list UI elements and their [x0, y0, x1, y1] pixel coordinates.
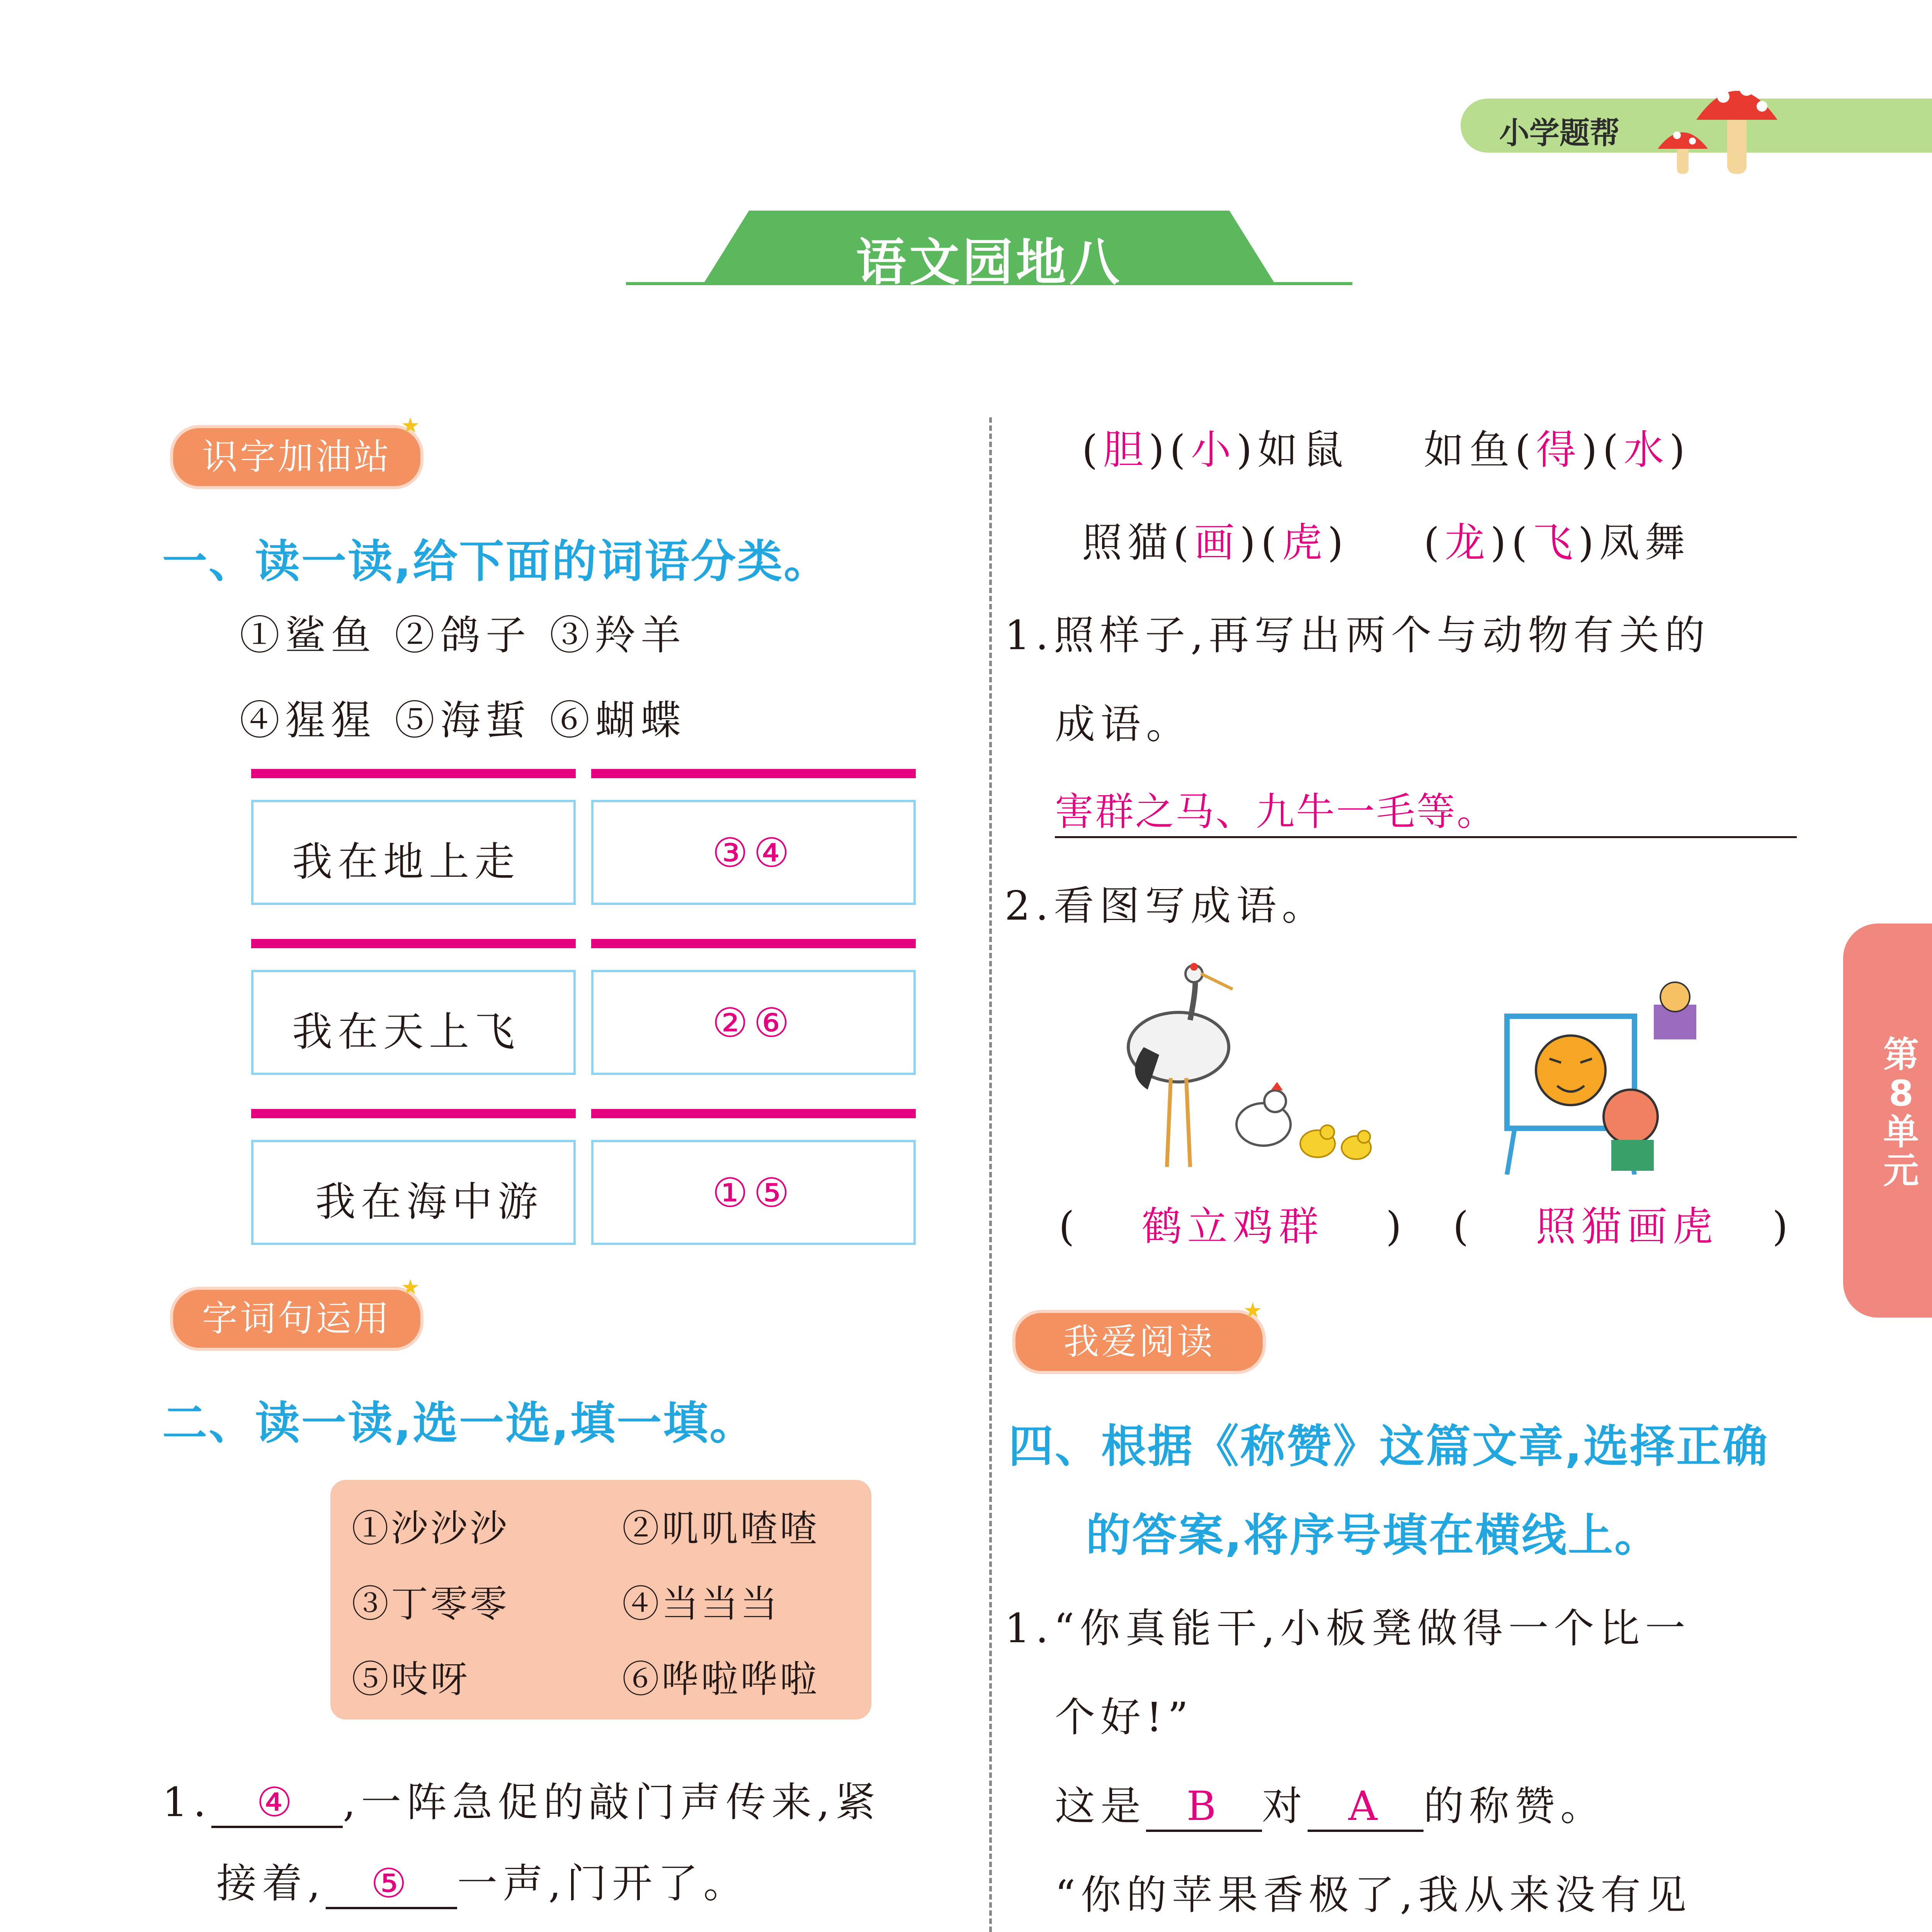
picture-answer-1: ( 鹤立鸡群 ): [1059, 1203, 1407, 1250]
question-4-title-cont: 的答案,将序号填在横线上。: [1086, 1509, 1661, 1561]
section-tag-literacy: 识字加油站: [170, 425, 423, 489]
table-answer: ③④: [712, 829, 795, 876]
table-answer: ①⑤: [712, 1169, 795, 1216]
answer-blank[interactable]: ⑤: [326, 1860, 457, 1909]
word-list-row-2: ④猩猩 ⑤海蜇 ⑥蝴蝶: [240, 697, 687, 744]
section-tag-words: 字词句运用: [170, 1287, 423, 1351]
question-2-title: 二、读一读,选一选,填一填。: [162, 1397, 756, 1449]
picture-answer-2: ( 照猫画虎 ): [1453, 1203, 1794, 1250]
table-label: 我在地上走: [292, 838, 520, 885]
mushroom-icon: [1650, 66, 1789, 178]
table-bar: [251, 769, 576, 778]
word-list-row-1: ①鲨鱼 ②鸽子 ③羚羊: [240, 612, 687, 659]
table-bar: [591, 939, 916, 948]
crane-chickens-picture: [1101, 958, 1372, 1175]
praise-sentence-1: 这是 B 对 A 的称赞。: [1055, 1774, 1606, 1832]
table-answer: ②⑥: [712, 999, 795, 1046]
table-cell-answer: [591, 1140, 916, 1245]
question-3-1: 1.照样子,再写出两个与动物有关的: [1005, 612, 1711, 659]
question-1-title: 一、读一读,给下面的词语分类。: [162, 536, 830, 588]
table-cell-answer: [591, 800, 916, 905]
answer-blank[interactable]: B: [1146, 1782, 1262, 1832]
option: ①沙沙沙: [352, 1507, 509, 1550]
answer-line[interactable]: 害群之马、九牛一毛等。: [1055, 781, 1797, 838]
idiom-line: (胆)(小)如鼠 如鱼(得)(水): [1082, 426, 1690, 473]
question-3-2: 2.看图写成语。: [1005, 882, 1328, 929]
answer-blank[interactable]: A: [1308, 1782, 1423, 1832]
answer-blank[interactable]: ④: [211, 1779, 343, 1828]
option: ⑤吱呀: [352, 1658, 470, 1701]
unit-label: 第 8 单 元: [1883, 1034, 1919, 1191]
question-4-title: 四、根据《称赞》这篇文章,选择正确: [1009, 1420, 1769, 1473]
option: ②叽叽喳喳: [622, 1507, 819, 1550]
fill-item-1: 1. ④ ,一阵急促的敲门声传来,紧: [162, 1770, 881, 1828]
column-divider: [989, 417, 992, 1932]
fill-item-1-cont: 接着, ⑤ 一声,门开了。: [216, 1851, 749, 1909]
table-cell-label: [251, 800, 576, 905]
brand-label: 小学题帮: [1499, 116, 1620, 151]
table-cell-answer: [591, 970, 916, 1075]
quote-2: “你的苹果香极了,我从来没有见: [1055, 1871, 1692, 1918]
section-tag-reading: 我爱阅读: [1012, 1310, 1266, 1374]
question-4-1: 1.“你真能干,小板凳做得一个比一: [1005, 1605, 1691, 1652]
idiom-line: 照猫(画)(虎) (龙)(飞)凤舞: [1082, 519, 1690, 566]
option: ⑥哗啦哗啦: [622, 1658, 819, 1701]
table-label: 我在海中游: [315, 1178, 544, 1225]
option: ④当当当: [622, 1582, 780, 1626]
option: ③丁零零: [352, 1582, 509, 1626]
page-title: 语文园地八: [855, 233, 1122, 292]
table-label: 我在天上飞: [292, 1008, 520, 1055]
table-bar: [251, 1109, 576, 1118]
table-cell-label: [251, 970, 576, 1075]
question-3-1-cont: 成语。: [1055, 701, 1192, 748]
question-4-1-cont: 个好!”: [1055, 1694, 1194, 1741]
table-bar: [251, 939, 576, 948]
painting-tiger-picture: [1499, 981, 1731, 1175]
table-cell-label: [251, 1140, 576, 1245]
table-bar: [591, 769, 916, 778]
table-bar: [591, 1109, 916, 1118]
